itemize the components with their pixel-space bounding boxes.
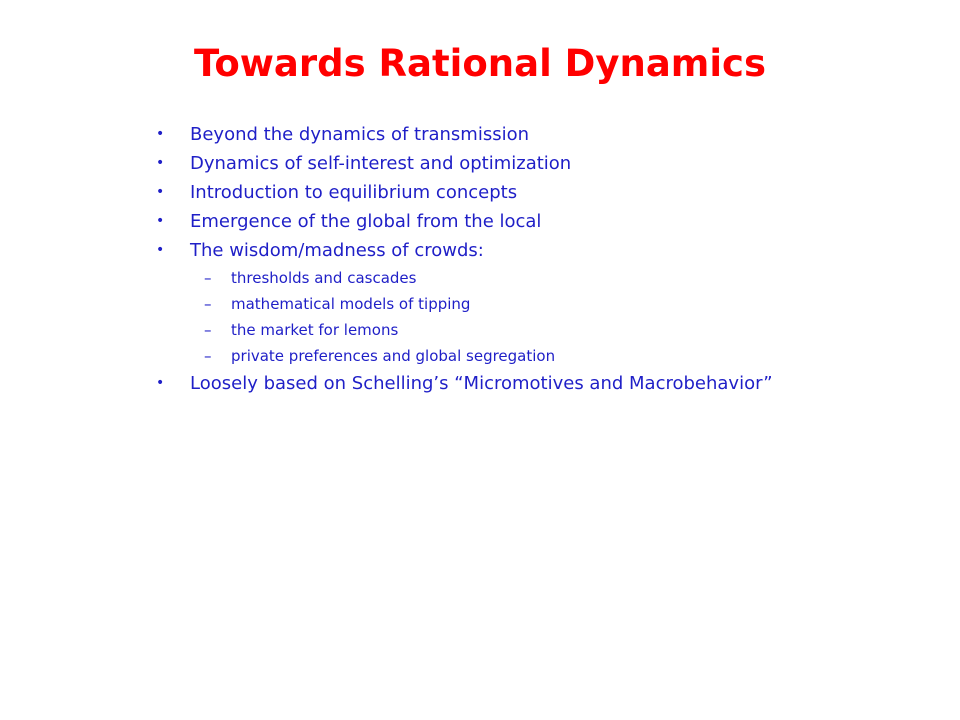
bullet-text: Dynamics of self-interest and optimization — [190, 153, 572, 174]
slide-title: Towards Rational Dynamics — [194, 42, 766, 85]
bullet-marker: • — [156, 184, 165, 200]
sub-bullet-marker: – — [204, 269, 212, 287]
bullet-marker: • — [156, 375, 165, 391]
sub-bullet-item — [156, 265, 946, 291]
sub-bullet-marker: – — [204, 295, 212, 313]
bullet-list — [156, 120, 946, 398]
sub-bullet-item — [156, 343, 946, 369]
sub-bullet-text: mathematical models of tipping — [231, 295, 471, 313]
bullet-item — [156, 236, 946, 265]
bullet-item — [156, 207, 946, 236]
bullet-item — [156, 120, 946, 149]
bullet-marker: • — [156, 242, 165, 258]
bullet-item — [156, 369, 946, 398]
sub-bullet-text: private preferences and global segregation — [231, 347, 556, 365]
sub-bullet-item — [156, 291, 946, 317]
bullet-marker: • — [156, 213, 165, 229]
sub-bullet-text: thresholds and cascades — [231, 269, 417, 287]
bullet-text: Loosely based on Schelling’s “Micromotives and Macrobehavior” — [190, 373, 773, 394]
bullet-item — [156, 178, 946, 207]
sub-bullet-item — [156, 317, 946, 343]
bullet-text: Emergence of the global from the local — [190, 211, 542, 232]
bullet-text: Introduction to equilibrium concepts — [190, 182, 518, 203]
bullet-item — [156, 149, 946, 178]
bullet-text: Beyond the dynamics of transmission — [190, 124, 530, 145]
sub-bullet-text: the market for lemons — [231, 321, 399, 339]
sub-bullet-marker: – — [204, 321, 212, 339]
bullet-text: The wisdom/madness of crowds: — [190, 240, 484, 261]
sub-bullet-marker: – — [204, 347, 212, 365]
bullet-marker: • — [156, 126, 165, 142]
bullet-marker: • — [156, 155, 165, 171]
